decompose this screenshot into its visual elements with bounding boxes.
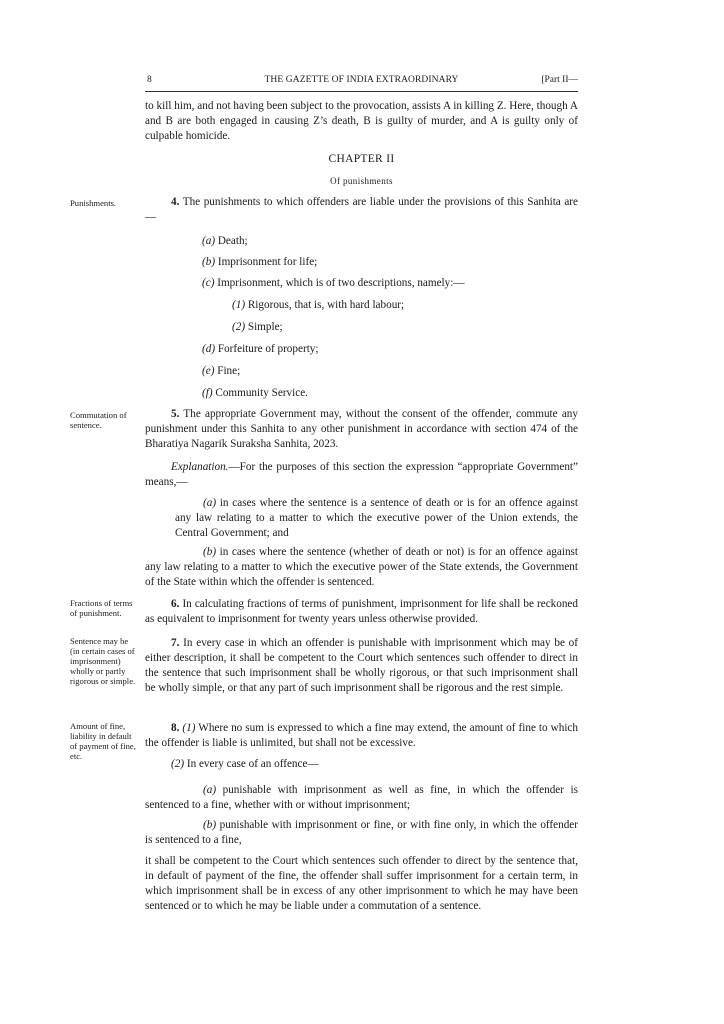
explanation-clause-a: (a) in cases where the sentence is a sentence of death or is for an offence against any law relating to a matter to which the executive power of the Union extends, the Central Government; and (175, 497, 578, 539)
explanation: Explanation.—For the purposes of this section the expression “appropriate Government” means,— (145, 461, 578, 488)
section-8: 8. (1) Where no sum is expressed to which a fine may extend, the amount of fine to which the offender is liable is unlimited, but shall not be excessive. (145, 722, 578, 749)
section-8-clause-a: (a) punishable with imprisonment as well as fine, in which the offender is sentenced to a fine, whether with or without imprisonment; (145, 784, 578, 811)
section-8-sub-2: (2) In every case of an offence— (171, 758, 319, 770)
list-item: (1) Rigorous, that is, with hard labour; (232, 299, 405, 311)
section-text: The punishments to which offenders are liable under the provisions of this Sanhita are— (145, 196, 578, 223)
part-label: [Part II— (541, 75, 578, 85)
gazette-title: THE GAZETTE OF INDIA EXTRAORDINARY (264, 75, 459, 85)
page-header (145, 75, 578, 91)
margin-note-commutation: Commutation of sentence. (70, 410, 127, 430)
section-number: 4. (171, 196, 180, 208)
list-item: (b) Imprisonment for life; (202, 256, 318, 268)
list-item: (c) Imprisonment, which is of two descriptions, namely:— (202, 277, 465, 289)
explanation-clause-b: (b) in cases where the sentence (whether of death or not) is for an offence against any law relating to a matter to which the executive power of the State extends, the Government of the State within which the offender is sentenced. (145, 546, 579, 588)
list-item: (d) Forfeiture of property; (202, 343, 319, 355)
list-item: (f) Community Service. (202, 387, 308, 399)
margin-note-punishments: Punishments. (70, 198, 117, 208)
section-6: 6. In calculating fractions of terms of punishment, imprisonment for life shall be reckoned as equivalent to imprisonment for twenty years unless otherwise provided. (145, 598, 578, 625)
chapter-title: CHAPTER II (328, 153, 395, 165)
list-item: (a) Death; (202, 235, 248, 247)
section-8-clause-b: (b) punishable with imprisonment or fine, or with fine only, in which the offender is sentenced to a fine, (145, 819, 579, 846)
page-number: 8 (147, 75, 152, 85)
margin-note-fine: Amount of fine, liability in default of payment of fine, etc. (70, 721, 136, 761)
section-4 (145, 195, 578, 225)
list-item: (e) Fine; (202, 365, 241, 377)
section-5: 5. The appropriate Government may, without the consent of the offender, commute any punishment under this Sanhita to any other punishment in accordance with section 474 of the Bharatiya Nagarik Suraksha Sanhita, 2023. (145, 408, 578, 450)
intro-paragraph: to kill him, and not having been subject to the provocation, assists A in killing Z. Here, though A and B are both engaged in causing Z’s death, B is guilty of murder, and A is guilty only of culpable homicide. (145, 100, 578, 142)
margin-note-fractions: Fractions of terms of punishment. (70, 598, 133, 618)
chapter-subtitle: Of punishments (330, 176, 393, 186)
list-item: (2) Simple; (232, 321, 283, 333)
margin-note-sentence: Sentence may be (in certain cases of imprisonment) wholly or partly rigorous or simple. (70, 636, 136, 686)
header-rule (145, 91, 578, 92)
section-7: 7. In every case in which an offender is punishable with imprisonment which may be of either description, it shall be competent to the Court which sentences such offender to direct in the sentence that such imprisonment shall be wholly rigorous, or that such imprisonment shall be wholly simple, or that any part of such imprisonment shall be rigorous and the rest simple. (145, 637, 578, 694)
section-8-closing: it shall be competent to the Court which sentences such offender to direct by the sentence that, in default of payment of the fine, the offender shall suffer imprisonment for a certain term, in which imprisonment shall be in excess of any other imprisonment to which he may have been sentenced or to which he may be liable under a commutation of a sentence. (145, 855, 578, 912)
